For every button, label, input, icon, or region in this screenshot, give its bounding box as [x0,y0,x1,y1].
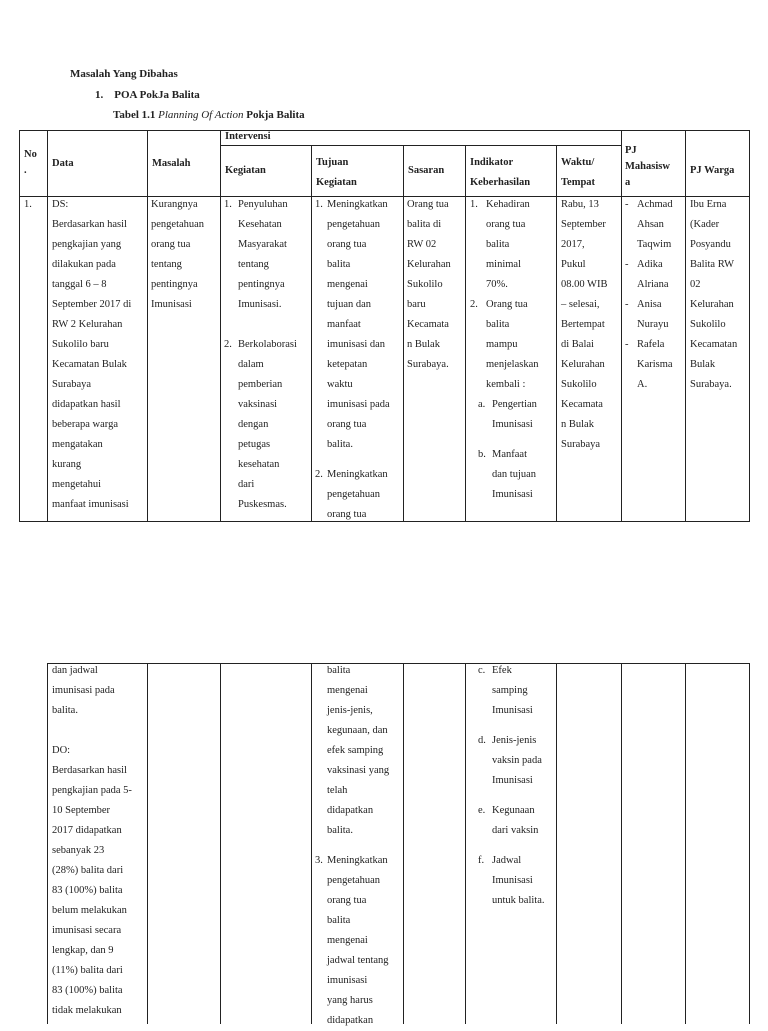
text-line: RW 2 Kelurahan [52,319,123,330]
text-line: Jadwal [492,855,522,866]
indikator-item-b: b. Manfaat dan tujuan Imunisasi [478,445,556,505]
text-line: pengetahuan [151,219,205,230]
text-line: Imunisasi [492,419,533,430]
text-line: Penyuluhan [238,199,288,210]
sub-heading-number: 1. [95,89,104,101]
text-line: Karisma [637,359,673,370]
text-line: pemberian [238,379,283,390]
text-line: pengetahuan [327,875,381,886]
text-line: Meningkatkan [327,469,388,480]
indikator-item-2: 2. Orang tua balita mampu menjelaskan kembali : [470,295,556,395]
text-line: RW 02 [407,239,437,250]
text-line: Meningkatkan [327,199,388,210]
pj-mahasiswa-item: - Adika Alriana [625,255,685,295]
text-line: kegunaan, dan [327,725,388,736]
text-line: vaksinasi [238,399,278,410]
text-line: mengatakan [52,439,103,450]
text-line: dari [238,479,255,490]
text-line: jenis-jenis, [327,705,373,716]
table-caption-suffix: Pokja Balita [246,109,305,121]
text-line: menjelaskan [486,359,539,370]
text-line: Kecamatan [690,339,738,350]
text-line: mampu [486,339,518,350]
text-line: waktu [327,379,353,390]
text-line: Imunisasi. [238,299,282,310]
text-line: Kesehatan [238,219,282,230]
tujuan-item-2: 2. Meningkatkan pengetahuan orang tua [315,465,403,525]
text-line: (28%) balita dari [52,865,124,876]
header-pj-warga: PJ Warga [690,165,735,176]
row1-masalah [151,195,219,315]
text-line: Surabaya [561,439,601,450]
indikator-item-a: a. Pengertian Imunisasi [478,395,556,435]
text-line: orang tua [151,239,191,250]
pj-mahasiswa-item: - Achmad Ahsan Taqwim [625,195,685,255]
header-pj-mahasiswa: PJ Mahasisw a [625,145,670,188]
text-line: Kelurahan [561,359,605,370]
row1-sasaran [407,195,465,375]
text-line: balita di [407,219,442,230]
text-line: Pengertian [492,399,537,410]
text-line: orang tua [327,239,367,250]
row1-no: 1. [24,199,32,210]
text-line: Pukul [561,259,586,270]
table-caption [113,109,305,121]
text-line: orang tua [327,895,367,906]
text-line: Achmad [637,199,673,210]
text-line: di Balai [561,339,594,350]
tujuan-item-1: 1. Meningkatkan pengetahuan orang tua balita mengenai tujuan dan manfaat imunisasi dan ketepatan waktu imunisasi pada orang tua balita. [315,195,403,455]
text-line: 83 (100%) balita [52,885,123,896]
text-line: dalam [238,359,264,370]
text-line: Puskesmas. [238,499,287,510]
text-line: n Bulak [407,339,440,350]
text-line: balita. [327,825,353,836]
text-line: Imunisasi [492,775,533,786]
header-masalah: Masalah [152,158,191,169]
text-line: pentingnya [238,279,285,290]
text-line: beberapa warga [52,419,118,430]
text-line: 70%. [486,279,508,290]
text-line: orang tua [327,509,367,520]
kegiatan-item-2: 2. Berkolaborasi dalam pemberian vaksinasi dengan petugas kesehatan dari Puskesmas. [224,335,310,515]
text-line: untuk balita. [492,895,545,906]
text-line: Kecamata [561,399,603,410]
text-line: n Bulak [561,419,594,430]
text-line: Sukolilo [690,319,726,330]
text-line: Nurayu [637,319,669,330]
text-line: minimal [486,259,521,270]
indikator-item-f: f. Jadwal Imunisasi untuk balita. [478,851,556,911]
text-line: pentingnya [151,279,198,290]
text-line: balita [327,665,351,676]
text-line: 2017 didapatkan [52,825,122,836]
text-line: Rabu, 13 [561,199,599,210]
text-line: vaksinasi yang [327,765,390,776]
text-line: tentang [151,259,182,270]
text-line: balita [486,239,510,250]
text-line: Meningkatkan [327,855,388,866]
text-line: Orang tua [486,299,528,310]
text-line: Sukolilo baru [52,339,109,350]
header-no: No . [24,149,37,176]
text-line: 02 [690,279,701,290]
row1-data [52,195,146,515]
text-line: Anisa [637,299,662,310]
text-line: 10 September [52,805,111,816]
text-line: kesehatan [238,459,280,470]
row1-kegiatan [224,195,310,515]
text-line: telah [327,785,348,796]
text-line: imunisasi pada [52,685,115,696]
sub-heading-text: POA PokJa Balita [114,89,200,101]
text-line: imunisasi pada [327,399,390,410]
text-line: Posyandu [690,239,731,250]
text-line: orang tua [327,419,367,430]
text-line: balita [327,259,351,270]
text-line: Berkolaborasi [238,339,297,350]
text-line: balita. [52,705,78,716]
section-heading: Masalah Yang Dibahas [70,68,178,80]
text-line: Imunisasi [492,489,533,500]
header-waktu: Waktu/ Tempat [561,157,596,188]
text-line: efek samping [327,745,384,756]
text-line: 83 (100%) balita [52,985,123,996]
text-line: Kelurahan [407,259,451,270]
text-line: kurang [52,459,82,470]
text-line: dilakukan pada [52,259,116,270]
indikator-item-c: c. Efek samping Imunisasi [478,661,556,721]
header-kegiatan: Kegiatan [225,165,266,176]
text-line: manfaat [327,319,361,330]
text-line: Kecamata [407,319,449,330]
text-line: imunisasi secara [52,925,122,936]
indikator-item-e: e. Kegunaan dari vaksin [478,801,556,841]
text-line: Berdasarkan hasil [52,765,127,776]
text-line: September 2017 di [52,299,132,310]
tujuan-item-3: 3. Meningkatkan pengetahuan orang tua balita mengenai jadwal tentang imunisasi yang harus didapatkan [315,851,403,1031]
text-line: didapatkan hasil [52,399,121,410]
text-line: dari vaksin [492,825,539,836]
text-line: pengkajian yang [52,239,122,250]
row2-tujuan [315,661,403,1031]
text-line: Surabaya [52,379,92,390]
text-line: Bertempat [561,319,605,330]
row1-tujuan [315,195,403,525]
header-tujuan: Tujuan Kegiatan [316,157,357,188]
header-intervensi: Intervensi [225,131,271,142]
pj-mahasiswa-item: - Anisa Nurayu [625,295,685,335]
text-line: (Kader [690,219,720,230]
text-line: mengenai [327,935,368,946]
text-line: (11%) balita dari [52,965,123,976]
text-line: Manfaat [492,449,527,460]
text-line: sebanyak 23 [52,845,105,856]
text-line: Sukolilo [407,279,443,290]
text-line: Imunisasi [151,299,192,310]
text-line: tentang [238,259,269,270]
sub-heading [95,89,200,101]
text-line: Ibu Erna [690,199,727,210]
text-line: Imunisasi [492,875,533,886]
table-caption-prefix: Tabel 1.1 [113,109,156,121]
text-line: Efek [492,665,512,676]
kegiatan-item-1: 1. Penyuluhan Kesehatan Masyarakat tentang pentingnya Imunisasi. [224,195,310,315]
row1-indikator [470,195,556,505]
indikator-item-1: 1. Kehadiran orang tua balita minimal 70%. [470,195,556,295]
text-line: kembali : [486,379,526,390]
text-line: didapatkan [327,805,374,816]
text-line: Orang tua [407,199,449,210]
text-line: Masyarakat [238,239,287,250]
text-line: ketepatan [327,359,368,370]
text-line: jadwal tentang [327,955,389,966]
text-line: – selesai, [561,299,600,310]
text-line: Sukolilo [561,379,597,390]
text-line: Kecamatan Bulak [52,359,127,370]
text-line: belum melakukan [52,905,127,916]
text-line: Alriana [637,279,669,290]
pj-mahasiswa-item: - Rafela Karisma A. [625,335,685,395]
text-line: Jenis-jenis [492,735,537,746]
text-line: dan tujuan [492,469,537,480]
text-line: samping [492,685,528,696]
row1-pj-warga [690,195,749,395]
text-line: manfaat imunisasi [52,499,129,510]
row2-indikator [478,661,556,911]
text-line: September [561,219,606,230]
text-line: Balita RW [690,259,735,270]
text-line: Kurangnya [151,199,198,210]
text-line: orang tua [486,219,526,230]
text-line: pengkajian pada 5- [52,785,132,796]
text-line: Rafela [637,339,665,350]
text-line: imunisasi [327,975,368,986]
text-line: Surabaya. [407,359,449,370]
text-line: didapatkan [327,1015,374,1026]
text-line: tujuan dan [327,299,372,310]
text-line: balita. [327,439,353,450]
text-line: 08.00 WIB [561,279,608,290]
text-line: A. [637,379,648,390]
text-line: tidak melakukan [52,1005,122,1016]
text-line: pengetahuan [327,219,381,230]
text-line: Berdasarkan hasil [52,219,127,230]
header-data: Data [52,158,74,169]
text-line: 2017, [561,239,585,250]
text-line: mengetahui [52,479,101,490]
text-line: mengenai [327,685,368,696]
header-sasaran: Sasaran [408,165,445,176]
text-line: petugas [238,439,271,450]
row2-data [52,661,146,1021]
text-line: tanggal 6 – 8 [52,279,107,290]
text-line: mengenai [327,279,368,290]
text-line: vaksin pada [492,755,542,766]
text-line: dengan [238,419,269,430]
table-caption-italic: Planning Of Action [158,109,244,121]
text-line: DO: [52,745,71,756]
text-line: pengetahuan [327,489,381,500]
text-line: dan jadwal [52,665,98,676]
text-line: lengkap, dan 9 [52,945,114,956]
text-line: Surabaya. [690,379,732,390]
text-line: balita [327,915,351,926]
row1-pj-mahasiswa [625,195,685,395]
text-line: Taqwim [637,239,672,250]
text-line: Ahsan [637,219,664,230]
text-line: DS: [52,199,69,210]
text-line: Imunisasi [492,705,533,716]
text-line: Kelurahan [690,299,734,310]
text-line: imunisasi dan [327,339,386,350]
text-line: yang harus [327,995,373,1006]
text-line: Kegunaan [492,805,535,816]
indikator-item-d: d. Jenis-jenis vaksin pada Imunisasi [478,731,556,791]
row1-waktu [561,195,621,455]
header-indikator: Indikator Keberhasilan [470,157,531,188]
text-line: Kehadiran [486,199,530,210]
text-line: Adika [637,259,663,270]
text-line: Bulak [690,359,716,370]
text-line: baru [407,299,426,310]
text-line: balita [486,319,510,330]
